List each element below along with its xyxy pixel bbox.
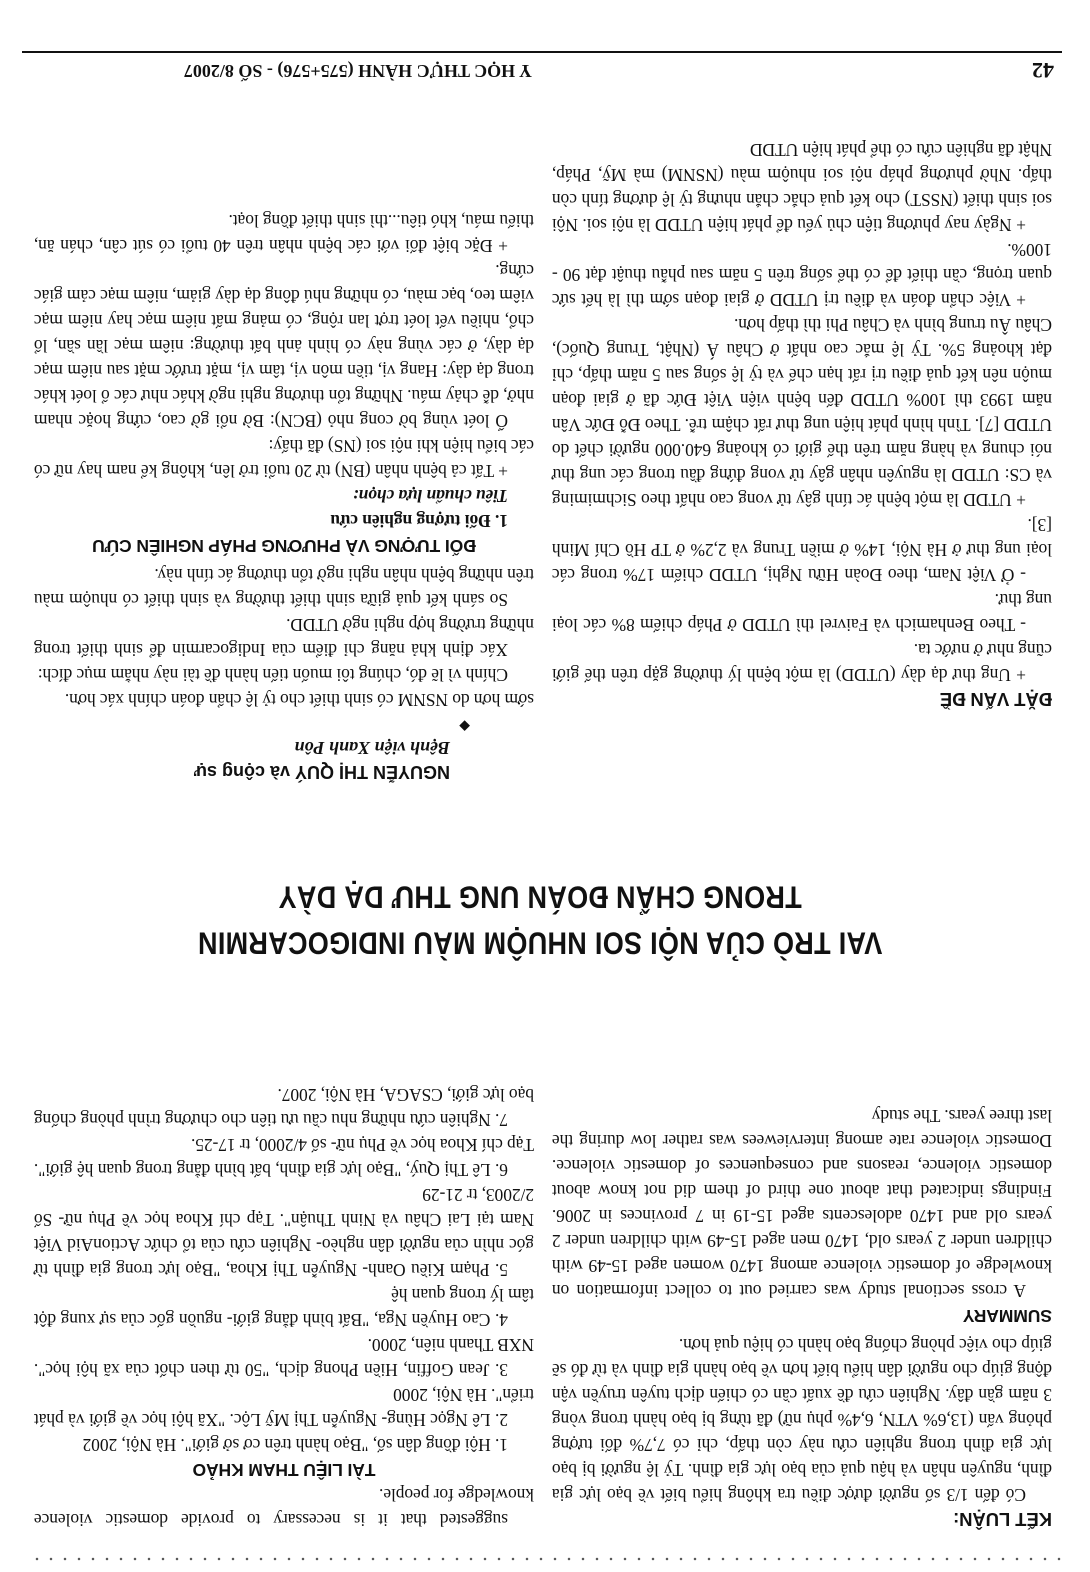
- aims-paragraph: So sánh kết quả giữa sinh thiết thường và sinh thiết có nhuộm màu trên những bệnh nhân nghi ngờ tổn thương ác tính này.: [34, 565, 534, 610]
- article-title: [160, 874, 920, 966]
- right-bottom-block: [34, 208, 534, 712]
- top-dotted-rule: [26, 1556, 1066, 1562]
- summary-continuation: suggested that it is necessary to provide domestic violence knowledge for people.: [34, 1485, 534, 1530]
- aims-paragraph: sớm hơn do NSNM có sinh thiết cho tỷ lệ chẩn đoán chính xác hơn.: [65, 690, 534, 710]
- summary-heading: SUMMARY: [962, 1306, 1052, 1326]
- introduction-paragraph: - Theo Benhamich và Faivrel thì UTDD ở Pháp chiếm 8% các loại ung thư.: [552, 590, 1052, 635]
- subjects-subheading: 1. Đối tượng nghiên cứu: [330, 511, 508, 531]
- methods-paragraph: + Đặc biệt đối với các bệnh nhân trên 40 tuổi có sút cân, chán ăn, thiếu máu, khó tiêu...thì sinh thiết đồng loạt.: [34, 211, 534, 256]
- introduction-paragraph: + Việc chẩn đoán và điều trị UTDD ở giai đoạn sớm thì là hết sức quan trọng, cần thiết để có thể sống trên 5 năm sau phẫu thuật đạt 90 - 100%.: [552, 240, 1052, 310]
- criteria-subheading: Tiêu chuẩn lựa chọn:: [352, 486, 508, 506]
- reference-item: 3. Jean Goffin, Hiền Phong dịch, "50 từ then chốt của xã hội học". NXB Thanh niên, 2000.: [34, 1335, 534, 1380]
- reference-item: 6. Lê Thị Quý, "Bạo lực gia đình, bất bình đẳng trong quan hệ giới". Tạp chí Khoa học về Phụ nữ- số 4/2000, tr 17-25.: [34, 1135, 534, 1180]
- right-top-block: [34, 1082, 534, 1532]
- methods-heading: ĐỐI TƯỢNG VÀ PHƯƠNG PHÁP NGHIÊN CỨU: [92, 536, 476, 556]
- introduction-paragraph: - Ở Việt Nam, theo Đoàn Hữu Nghị, UTDD chiếm 17% trong các loại ung thư ở Hà Nội, 14% ở miền Trung và 2,2% ở TP Hồ Chí Minh [3].: [552, 515, 1052, 585]
- conclusion-heading: KẾT LUẬN:: [953, 1509, 1052, 1530]
- methods-paragraph: Ổ loét vùng bờ cong nhỏ (BCN): Bờ nổi gờ cao, cứng hoặc nham nhở, dễ chảy máu. Những tổn thương nghi ngờ khác như các ổ loét khác trong dạ dày: Hang vị, tiền môn vị, tâm vị, mặt trước mặt sau niêm mạc dạ dày, ở các vùng này có hình ảnh bất thường: niêm mạc lần sần, lổ chổ, nhiều vết loét trợt lan rộng, có mảng mất niêm mạc hay niêm mạc viêm teo, bạc màu, có những nhú đông dạ dày giảm, niêm mạc cảm giác cứng.: [34, 261, 534, 431]
- reference-item: 5. Phạm Kiều Oanh- Nguyễn Thị Khoa, "Bạo lực trong gia đình từ góc nhìn của người dân nghèo- Nghiên cứu của tổ chức ActionAid Việt Nam tại Lai Châu và Ninh Thuận". Tạp chí Khoa học về Phụ nữ- Số 2/2003, tr 21-29: [34, 1185, 534, 1280]
- conclusion-paragraph: Có đến 1/3 số người được điều tra không hiểu biết về bạo lực gia đình, nguyên nhân và hậu quả của bạo lực gia đình. Tỷ lệ người bị bạo lực gia đình trong nghiên cứu này còn thấp, chỉ có 7,7% đối tượng phỏng vấn (13,6% VTN, 6,4% phụ nữ) đã từng bị bạo hành trong vòng 3 năm gần đây. Nghiên cứu đề xuất cần có chiến dịch tuyên truyền vận động giúp cho người dân hiểu biết hơn về bạo hành gia đình và từ đó sẽ giúp cho việc phòng chống bạo hành có hiệu quả hơn.: [552, 1335, 1052, 1505]
- methods-paragraph: + Tất cả bệnh nhân (BN) từ 20 tuổi trở lên, không kể nam hay nữ có các biểu hiện khi nội soi (NS) đã thấy:: [34, 436, 534, 481]
- introduction-paragraph: + UTDD là một bệnh ác tính gây tử vong cao nhất theo Sichmiming và CS: UTDD là nguyên nhân gây tử vong đứng đầu trong các ung thư nói chung và hàng năm trên thế giới có khoảng 640.000 người chết do UTDD [7]. Tình hình phát hiện ung thư rất chậm trễ. Theo Đỗ Đức Vân năm 1993 thì 100% UTDD đến bệnh viện Việt Đức đã ở giai đoạn muộn nên kết quả điều trị rất hạn chế và tỷ lệ sống sau 5 năm thấp, chỉ đạt khoảng 5%. Tỷ lệ mắc cao nhất ở Châu Á (Nhật, Trung Quốc), Châu Âu trung bình và Châu Phi thì thấp hơn.: [552, 315, 1052, 510]
- diamond-bullet-icon: ◆: [459, 718, 470, 733]
- left-bottom-block: [552, 137, 1052, 712]
- introduction-heading: ĐẶT VẤN ĐỀ: [939, 689, 1052, 710]
- reference-item: 2. Lê Ngọc Hùng- Nguyễn Thị Mỹ Lộc. "Xã hội học về giới và phát triển". Hà Nội, 2000: [34, 1385, 534, 1430]
- article-institution: Bệnh viện Xanh Pôn: [294, 738, 450, 758]
- aims-paragraph: Chính vì lẽ đó, chúng tôi muốn tiến hành đề tài này nhằm mục đích:: [37, 665, 508, 685]
- journal-name: Y HỌC THỰC HÀNH (575+576) - SỐ 8/2007: [183, 61, 532, 81]
- summary-paragraph: A cross sectional study was carried out to collect information on knowledge of domestic violence among 1470 women aged 15-49 with children under 2 years old, 1470 men aged 15-49 with children under 2 years old and 1470 adolescents aged 15-19 in 7 provinces in 2006. Findings indicated that about one third of them did not know about domestic violence, reasons and consequences of domestic violence. Domestic violence rate among interviewees was rather low during the last three years. The study: [552, 1106, 1052, 1301]
- references-heading: TÀI LIỆU THAM KHẢO: [192, 1460, 376, 1480]
- introduction-paragraph: + Ngày nay phương tiện chủ yếu để phát hiện UTDD là nội soi. Nội soi sinh thiết (NSST) cho kết quả chắc chắn nhưng tỷ lệ dương tính còn thấp. Nhờ phương pháp nội soi nhuộm màu (NSNM) mà Mỹ, Pháp, Nhật đã nghiên cứu có thể phát hiện UTDD: [552, 140, 1052, 235]
- reference-item: 4. Cao Huyền Nga, "Bất bình đẳng giới- nguồn gốc của sự xung đột tâm lý trong quan hệ: [34, 1285, 534, 1330]
- running-header: [22, 51, 1062, 83]
- introduction-paragraph: + Ung thư dạ dày (UTDD) là một bệnh lý thường gặp trên thế giới cũng như ở nước ta.: [552, 640, 1052, 685]
- reference-item: 1. Hội đồng dân số, "Bạo hành trên cơ sở giới". Hà Nội, 2002: [82, 1435, 508, 1455]
- article-author: NGUYỄN THỊ QUÝ và cộng sự: [193, 762, 450, 782]
- left-top-block: [552, 1103, 1052, 1532]
- reference-item: 7. Nghiên cứu những nhu cầu ưu tiên cho chương trình phòng chống bạo lực giới, CSAGA, Hà Nội, 2007.: [34, 1085, 534, 1130]
- article-title-line-2: TRONG CHẨN ĐOÁN UNG THƯ DẠ DÀY: [278, 879, 802, 915]
- aims-paragraph: Xác định khả năng chỉ điểm của Indigocarmin để sinh thiết trong những trường hợp nghi ngờ UTDD.: [34, 615, 534, 660]
- article-title-line-1: VAI TRÒ CỦA NỘI SOI NHUỘM MÀU INDIGOCARMIN: [197, 925, 883, 961]
- page-number: 42: [1032, 58, 1054, 83]
